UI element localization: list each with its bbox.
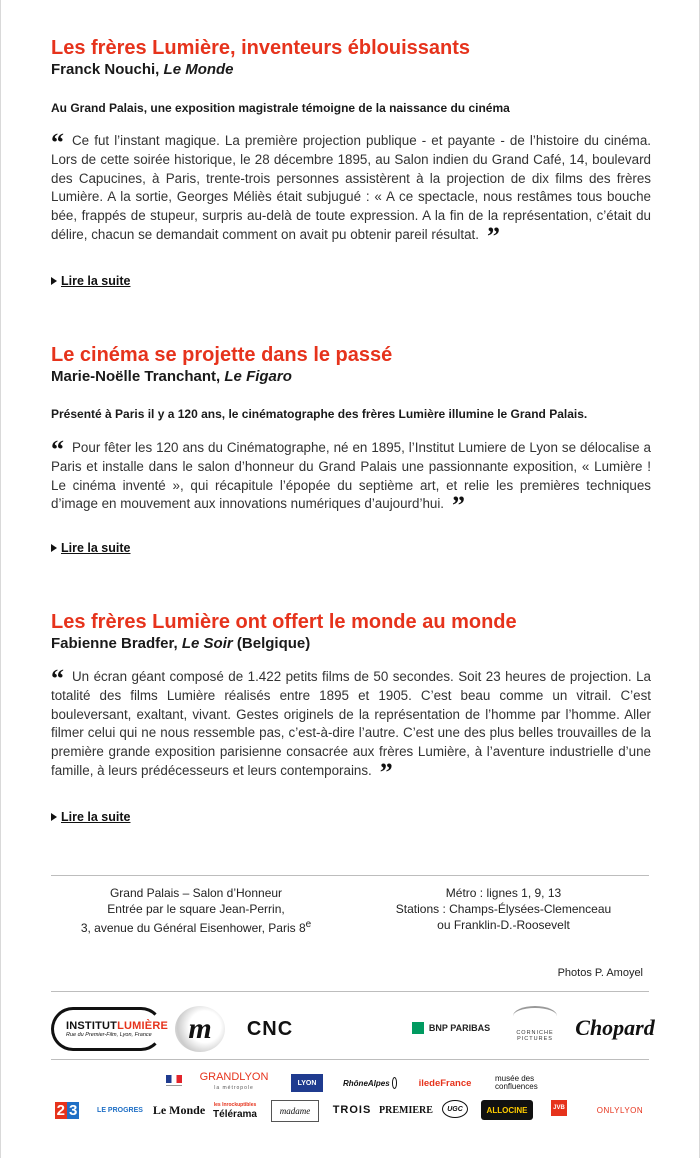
photo-credit: Photos P. Amoyel <box>557 967 643 979</box>
publication-name: Le Monde <box>163 61 234 78</box>
article-1 <box>51 36 651 288</box>
bnp-paribas-logo[interactable] <box>411 1020 491 1036</box>
premiere-logo[interactable]: PREMIERE <box>379 1104 433 1116</box>
open-quote-icon: “ <box>51 664 64 693</box>
lumiere-label: LUMIÈRE <box>117 1020 169 1032</box>
corniche-pictures-logo[interactable] <box>507 1004 563 1044</box>
m-logo[interactable]: m <box>175 1006 225 1052</box>
triangle-right-icon <box>51 544 57 552</box>
article-title: Les frères Lumière ont offert le monde au monde <box>51 611 517 633</box>
venue-line-3-text: 3, avenue du Général Eisenhower, Paris 8 <box>80 921 306 935</box>
trois-logo[interactable]: TROIS <box>332 1104 372 1116</box>
ville-de-lyon-logo[interactable]: LYON <box>291 1074 323 1092</box>
venue-line-3 <box>51 917 341 936</box>
onlylyon-logo[interactable]: ONLYLYON <box>596 1105 644 1115</box>
article-title: Le cinéma se projette dans le passé <box>51 344 393 366</box>
metro-line-2: Stations : Champs-Élysées-Clemenceau <box>395 902 612 916</box>
article-quote <box>51 664 651 787</box>
author-name: Marie-Noëlle Tranchant, <box>51 368 225 385</box>
ugc-logo[interactable]: UGC <box>442 1100 468 1118</box>
close-quote-icon: ” <box>452 491 466 521</box>
rhone-alpes-circle-icon <box>392 1077 397 1089</box>
institut-address: Rue du Premier-Film, Lyon, France <box>66 1032 152 1038</box>
cnc-logo[interactable]: CNC <box>246 1017 294 1040</box>
france2-label: 2 <box>56 1101 65 1119</box>
rhone-alpes-logo[interactable] <box>343 1074 397 1092</box>
musee-label: musée des <box>495 1074 535 1083</box>
divider <box>51 1059 649 1060</box>
read-more-label: Lire la suite <box>61 274 131 288</box>
ile-de-france-logo[interactable]: iledeFrance <box>418 1077 472 1089</box>
publication-name: Le Figaro <box>224 368 292 385</box>
open-quote-icon: “ <box>51 128 64 157</box>
read-more-link[interactable] <box>51 810 130 824</box>
corniche-label: CORNICHE <box>516 1030 554 1036</box>
author-name: Fabienne Bradfer, <box>51 635 182 652</box>
le-progres-logo[interactable]: LE PROGRES <box>97 1106 143 1114</box>
metro-info <box>371 885 636 933</box>
article-3 <box>51 610 651 824</box>
institut-label: INSTITUT <box>66 1020 118 1032</box>
article-lead: Au Grand Palais, une exposition magistrale témoigne de la naissance du cinéma <box>51 101 510 115</box>
close-quote-icon: ” <box>379 757 393 787</box>
open-quote-icon: “ <box>51 435 64 464</box>
rhone-alpes-label: RhôneAlpes <box>343 1078 390 1088</box>
institut-lumiere-logo[interactable] <box>51 1007 169 1051</box>
telerama-label: Télérama <box>213 1109 257 1120</box>
article-author <box>51 60 651 79</box>
republique-text-icon <box>166 1085 182 1092</box>
quote-text: Un écran géant composé de 1.422 petits films de 50 secondes. Soit 23 heures de projection. La totalité des films Lumière réalisés entre 1895 et 1905. C’est beau comme un vitrail. C’est bouleversant, exaltant, vivant. Gestes originels de la représentation de l’homme par l’homme. Aller filmer celui qui ne nous ressemble pas, c’est-à-dire l’autre. C’est une des plus belles trouvailles de la première grande exposition parisienne consacrée aux frères Lumière, à l’aventure industrielle d’une famille, à leurs prédécesseurs et leurs contemporains. <box>51 669 651 778</box>
triangle-right-icon <box>51 813 57 821</box>
grandlyon-sub-label: la métropole <box>214 1085 254 1091</box>
allocine-logo[interactable]: ALLOCINE <box>481 1100 533 1120</box>
close-quote-icon: ” <box>487 221 500 251</box>
le-monde-logo[interactable]: Le Monde <box>152 1102 206 1117</box>
publication-country: (Belgique) <box>232 635 311 652</box>
corniche-sub-label: PICTURES <box>517 1036 553 1042</box>
quote-text: Ce fut l’instant magique. La première projection publique - et payante - de l’histoire du cinéma. Lors de cette soirée historique, le 28 décembre 1895, au Salon indien du Grand Café, 14, boulevard des Capucines, à Paris, trente-trois personnes assistèrent à la projection de dix films des frères Lumière. A la sortie, Georges Méliès était subjugué : « A ce spectacle, nous restâmes tous bouche bée, frappés de stupeur, surpris au-delà de toute expression. A la fin de la représentation, c’était du délire, chacun se demandait comment on avait pu obtenir pareil résultat. <box>51 133 651 242</box>
divider <box>51 875 649 876</box>
grandlyon-logo[interactable] <box>199 1071 269 1092</box>
french-flag-icon <box>166 1075 182 1083</box>
read-more-link[interactable] <box>51 541 130 555</box>
article-author <box>51 634 651 653</box>
article-quote <box>51 128 651 251</box>
bnp-star-icon <box>412 1022 424 1034</box>
telerama-logo[interactable] <box>215 1100 255 1120</box>
author-name: Franck Nouchi, <box>51 61 164 78</box>
read-more-link[interactable] <box>51 274 130 288</box>
publication-name: Le Soir <box>181 635 233 652</box>
republique-francaise-logo[interactable] <box>166 1074 182 1092</box>
article-2 <box>51 343 651 555</box>
triangle-right-icon <box>51 277 57 285</box>
grandlyon-label: GRANDLYON <box>199 1071 269 1083</box>
venue-line-1: Grand Palais – Salon d’Honneur <box>109 886 283 900</box>
metro-line-3: ou Franklin-D.-Roosevelt <box>437 918 570 932</box>
france-tv-logo[interactable] <box>51 1100 83 1120</box>
bnp-label: BNP PARIBAS <box>428 1023 491 1033</box>
chopard-logo[interactable]: Chopard <box>575 1015 655 1040</box>
institut-lumiere-wordmark <box>66 1020 168 1032</box>
quote-text: Pour fêter les 120 ans du Cinématographe, né en 1895, l’Institut Lumiere de Lyon se délocalise a Paris et installe dans le salon d’honneur du Grand Palais une passionnante exposition, « Lumière ! Le cinéma inventé », qui récapitule l’épopée du septième art, et relie les premières techniques d’image en mouvement aux innovations numériques d’aujourd’hui. <box>51 440 651 512</box>
inrocks-label: les Inrockuptibles <box>213 1102 257 1108</box>
article-quote <box>51 435 651 521</box>
musee-des-confluences-logo[interactable] <box>495 1074 545 1092</box>
venue-line-3-sup: e <box>305 919 312 930</box>
divider <box>51 991 649 992</box>
article-author <box>51 367 651 386</box>
venue-address <box>51 885 341 936</box>
confluences-label: confluences <box>495 1082 538 1091</box>
read-more-label: Lire la suite <box>61 810 131 824</box>
venue-line-2: Entrée par le square Jean-Perrin, <box>107 902 285 916</box>
sponsor-square-logo[interactable]: JVB <box>551 1100 567 1116</box>
article-lead: Présenté à Paris il y a 120 ans, le cinématographe des frères Lumière illumine le Grand Palais. <box>51 407 588 421</box>
read-more-label: Lire la suite <box>61 541 131 555</box>
article-title: Les frères Lumière, inventeurs éblouissants <box>51 37 471 59</box>
france3-label: 3 <box>69 1101 78 1119</box>
corniche-arc-icon <box>513 1006 557 1026</box>
metro-line-1: Métro : lignes 1, 9, 13 <box>445 886 562 900</box>
madame-logo[interactable]: madame <box>271 1100 319 1122</box>
